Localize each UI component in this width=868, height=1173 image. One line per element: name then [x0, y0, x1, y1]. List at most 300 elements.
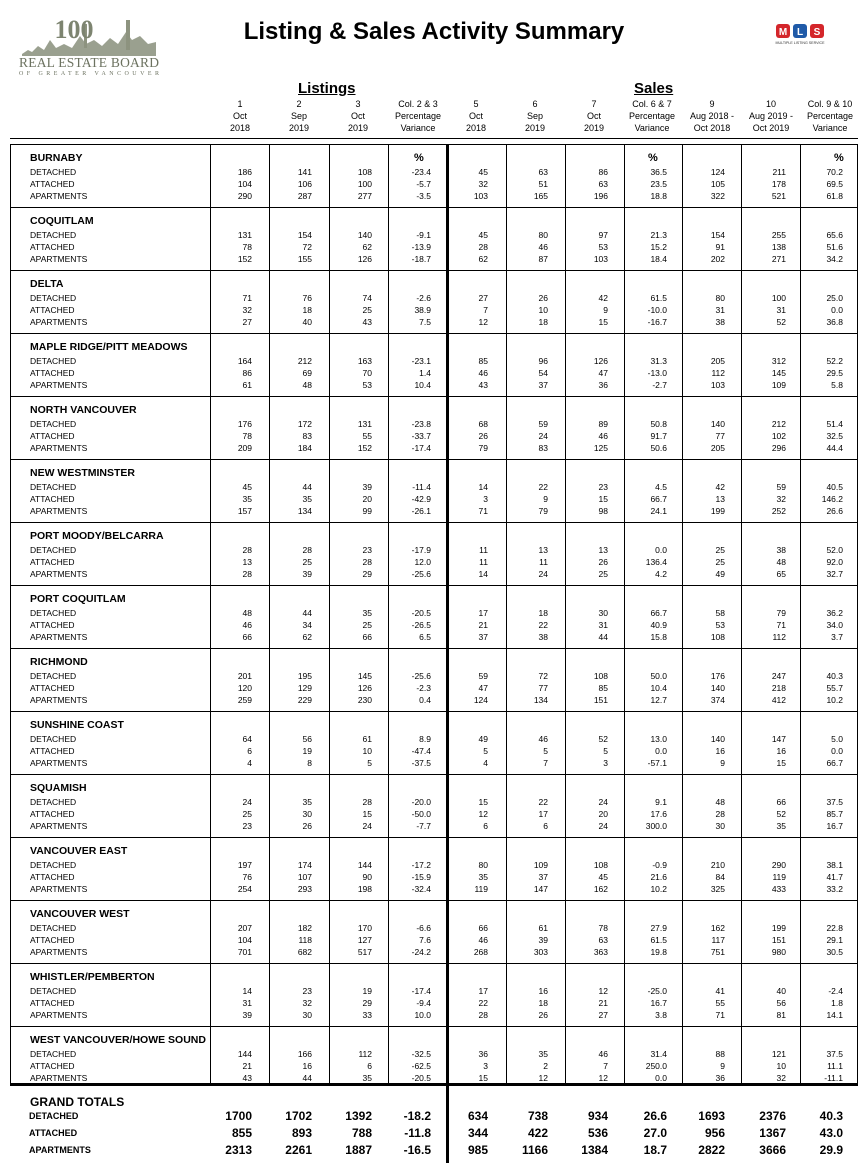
table-cell: -24.2	[411, 947, 431, 957]
table-cell: 39	[242, 1010, 252, 1020]
table-cell: 296	[771, 443, 786, 453]
region-name: RICHMOND	[30, 656, 88, 668]
table-cell: 23	[362, 545, 372, 555]
table-cell: 102	[771, 431, 786, 441]
table-cell: 701	[237, 947, 252, 957]
header-line: 2019	[524, 122, 546, 133]
table-cell: 146.2	[821, 494, 843, 504]
table-cell: 32	[776, 1073, 786, 1083]
table-cell: 5	[483, 746, 488, 756]
table-cell: -11.4	[412, 482, 431, 492]
table-cell: 129	[297, 683, 312, 693]
table-cell: 13	[538, 545, 548, 555]
table-cell: 6.5	[419, 632, 431, 642]
table-cell: 69	[302, 368, 312, 378]
table-cell: 26	[538, 293, 548, 303]
table-cell: -23.4	[411, 167, 431, 177]
table-cell: 22	[478, 998, 488, 1008]
table-cell: 37	[538, 872, 548, 882]
table-cell: 119	[772, 872, 786, 882]
table-cell: -11.1	[824, 1073, 843, 1083]
table-cell: 230	[357, 695, 372, 705]
row-label: ATTACHED	[30, 872, 75, 882]
table-cell: 28	[478, 242, 488, 252]
table-cell: 81	[776, 1010, 786, 1020]
totals-cell: 1166	[521, 1143, 548, 1157]
table-cell: 72	[538, 671, 548, 681]
table-cell: 196	[593, 191, 608, 201]
table-cell: 48	[302, 380, 312, 390]
table-cell: 322	[710, 191, 725, 201]
table-cell: 212	[297, 356, 312, 366]
table-cell: 28	[242, 569, 252, 579]
table-cell: 31	[715, 305, 725, 315]
logo-number: 100	[54, 15, 94, 44]
table-cell: 32	[302, 998, 312, 1008]
table-cell: -50.0	[411, 809, 431, 819]
row-label: ATTACHED	[30, 809, 75, 819]
table-cell: 28	[715, 809, 725, 819]
table-cell: 521	[771, 191, 786, 201]
table-cell: 3	[483, 1061, 488, 1071]
table-cell: 100	[357, 179, 372, 189]
table-cell: 37.5	[826, 1049, 843, 1059]
totals-cell: 1887	[345, 1143, 372, 1157]
table-cell: 83	[538, 443, 548, 453]
table-cell: 126	[357, 254, 372, 264]
table-cell: 74	[362, 293, 372, 303]
sales-group-heading: Sales	[634, 80, 674, 97]
table-cell: 43	[242, 1073, 252, 1083]
percent-symbol: %	[648, 152, 658, 164]
totals-cell: 1693	[698, 1109, 725, 1123]
table-cell: 300.0	[645, 821, 667, 831]
table-cell: 4.2	[655, 569, 667, 579]
table-cell: -13.9	[411, 242, 431, 252]
table-cell: 18	[538, 608, 548, 618]
table-cell: 46	[478, 935, 488, 945]
row-label: ATTACHED	[30, 683, 75, 693]
table-cell: 38	[776, 545, 786, 555]
table-cell: 252	[771, 506, 786, 516]
table-cell: 61.5	[650, 935, 667, 945]
table-cell: 70	[362, 368, 372, 378]
table-cell: 45	[598, 872, 608, 882]
totals-cell: 2313	[225, 1143, 252, 1157]
table-cell: 166	[297, 1049, 312, 1059]
region-separator	[10, 963, 858, 964]
table-cell: -25.0	[647, 986, 667, 996]
table-cell: 7.5	[419, 317, 431, 327]
table-cell: 26	[538, 1010, 548, 1020]
table-cell: 34	[302, 620, 312, 630]
table-cell: 47	[478, 683, 488, 693]
table-cell: 19	[302, 746, 312, 756]
table-cell: 176	[237, 419, 252, 429]
region-separator	[10, 396, 858, 397]
table-cell: -3.5	[416, 191, 431, 201]
totals-cell: -11.8	[404, 1126, 431, 1140]
table-cell: 63	[538, 167, 548, 177]
table-cell: -17.2	[411, 860, 431, 870]
header-line: Oct 2019	[752, 122, 790, 133]
table-cell: 152	[237, 254, 252, 264]
table-cell: 78	[242, 431, 252, 441]
table-cell: 134	[297, 506, 312, 516]
region-name: WEST VANCOUVER/HOWE SOUND	[30, 1034, 206, 1046]
table-cell: 25	[362, 620, 372, 630]
table-cell: 182	[297, 923, 312, 933]
table-cell: 25.0	[826, 293, 843, 303]
table-cell: 61	[538, 923, 548, 933]
table-cell: 55	[715, 998, 725, 1008]
table-cell: 44	[302, 1073, 312, 1083]
table-cell: 38.1	[826, 860, 843, 870]
table-cell: 157	[237, 506, 252, 516]
header-line: Oct	[350, 110, 365, 121]
table-cell: 325	[710, 884, 725, 894]
table-cell: 164	[237, 356, 252, 366]
table-cell: 24	[538, 431, 548, 441]
table-cell: 7	[543, 758, 548, 768]
table-cell: 109	[533, 860, 548, 870]
table-cell: 28	[362, 797, 372, 807]
table-cell: -25.6	[411, 671, 431, 681]
table-cell: 23.5	[650, 179, 667, 189]
table-cell: 25	[715, 545, 725, 555]
table-cell: 195	[297, 671, 312, 681]
table-cell: 141	[297, 167, 312, 177]
row-label: ATTACHED	[30, 305, 75, 315]
table-cell: 66	[776, 797, 786, 807]
table-cell: -26.1	[411, 506, 431, 516]
table-cell: 27.9	[650, 923, 667, 933]
table-cell: 85	[478, 356, 488, 366]
table-cell: 30	[302, 809, 312, 819]
table-cell: 25	[242, 809, 252, 819]
table-cell: 176	[710, 671, 725, 681]
table-cell: 35	[302, 494, 312, 504]
region-name: MAPLE RIDGE/PITT MEADOWS	[30, 341, 188, 353]
table-cell: 18	[538, 998, 548, 1008]
table-cell: 151	[593, 695, 608, 705]
row-label: DETACHED	[30, 293, 77, 303]
table-cell: 85.7	[826, 809, 843, 819]
logo-subtitle: OF GREATER VANCOUVER	[19, 71, 160, 76]
table-cell: 61	[242, 380, 252, 390]
table-cell: 290	[237, 191, 252, 201]
table-cell: 3.8	[655, 1010, 667, 1020]
table-cell: 66.7	[650, 608, 667, 618]
table-cell: 144	[237, 1049, 252, 1059]
table-cell: 15.2	[650, 242, 667, 252]
table-cell: 71	[715, 1010, 725, 1020]
table-cell: 10.2	[650, 884, 667, 894]
table-cell: 23	[598, 482, 608, 492]
table-cell: -2.3	[416, 683, 431, 693]
table-cell: 12	[598, 986, 608, 996]
table-cell: 23	[242, 821, 252, 831]
header-line: Percentage	[628, 110, 676, 121]
table-cell: 30	[598, 608, 608, 618]
table-cell: 16.7	[650, 998, 667, 1008]
percent-symbol: %	[414, 152, 424, 164]
header-line: Oct 2018	[693, 122, 731, 133]
table-cell: 35	[478, 872, 488, 882]
table-cell: 71	[776, 620, 786, 630]
row-label: ATTACHED	[30, 557, 75, 567]
table-cell: 9	[720, 1061, 725, 1071]
table-cell: 25	[362, 305, 372, 315]
table-cell: 80	[538, 230, 548, 240]
table-cell: -47.4	[411, 746, 431, 756]
table-cell: 69.5	[826, 179, 843, 189]
header-line: 7	[591, 99, 597, 109]
region-name: NEW WESTMINSTER	[30, 467, 135, 479]
table-cell: 37.5	[826, 797, 843, 807]
table-cell: 108	[593, 671, 608, 681]
table-cell: 218	[771, 683, 786, 693]
table-cell: 40.5	[826, 482, 843, 492]
table-cell: 88	[715, 1049, 725, 1059]
table-cell: 751	[710, 947, 725, 957]
table-cell: 37	[478, 632, 488, 642]
table-cell: 16	[715, 746, 725, 756]
table-cell: -42.9	[411, 494, 431, 504]
table-cell: 36.5	[650, 167, 667, 177]
table-cell: 22	[538, 620, 548, 630]
table-cell: 10	[538, 305, 548, 315]
table-cell: 63	[598, 935, 608, 945]
grand-totals-label: GRAND TOTALS	[30, 1095, 125, 1109]
totals-row-label: DETACHED	[29, 1111, 79, 1121]
table-cell: 44	[302, 608, 312, 618]
table-cell: 104	[237, 179, 252, 189]
table-cell: -17.4	[411, 443, 431, 453]
region-separator	[10, 270, 858, 271]
table-cell: 112	[772, 632, 786, 642]
table-cell: 13	[715, 494, 725, 504]
table-cell: 7	[603, 1061, 608, 1071]
region-name: VANCOUVER WEST	[30, 908, 130, 920]
table-cell: 254	[237, 884, 252, 894]
table-cell: 154	[710, 230, 725, 240]
row-label: ATTACHED	[30, 620, 75, 630]
table-cell: 0.0	[831, 305, 843, 315]
table-cell: 48	[776, 557, 786, 567]
table-cell: 51	[538, 179, 548, 189]
table-cell: 7.6	[419, 935, 431, 945]
table-cell: -18.7	[411, 254, 431, 264]
table-cell: 42	[715, 482, 725, 492]
grand-totals-rule	[10, 1083, 858, 1086]
table-cell: 43	[478, 380, 488, 390]
table-cell: 6	[543, 821, 548, 831]
table-cell: 162	[593, 884, 608, 894]
table-cell: 78	[242, 242, 252, 252]
row-label: DETACHED	[30, 923, 77, 933]
totals-cell: 2822	[698, 1143, 725, 1157]
table-cell: 26	[598, 557, 608, 567]
row-label: DETACHED	[30, 356, 77, 366]
table-cell: 17	[478, 986, 488, 996]
table-cell: 124	[473, 695, 488, 705]
table-cell: 433	[771, 884, 786, 894]
table-cell: 4.5	[655, 482, 667, 492]
table-cell: 980	[771, 947, 786, 957]
table-cell: 197	[237, 860, 252, 870]
table-cell: 0.0	[831, 746, 843, 756]
table-cell: 61.8	[826, 191, 843, 201]
table-cell: 44	[598, 632, 608, 642]
table-cell: 11	[479, 557, 488, 567]
table-cell: 47	[598, 368, 608, 378]
table-cell: 21	[478, 620, 488, 630]
table-cell: -32.5	[411, 1049, 431, 1059]
mls-letter-m: M	[778, 27, 788, 38]
table-cell: 121	[771, 1049, 786, 1059]
table-cell: 19	[362, 986, 372, 996]
table-cell: 131	[237, 230, 252, 240]
table-cell: 59	[776, 482, 786, 492]
totals-cell: 1367	[759, 1126, 786, 1140]
table-cell: 77	[715, 431, 725, 441]
row-label: ATTACHED	[30, 746, 75, 756]
table-cell: -32.4	[411, 884, 431, 894]
header-line: 2019	[347, 122, 369, 133]
table-cell: 25	[598, 569, 608, 579]
table-cell: 99	[362, 506, 372, 516]
table-cell: 30	[302, 1010, 312, 1020]
table-cell: 44	[302, 482, 312, 492]
table-cell: 255	[771, 230, 786, 240]
table-cell: 80	[715, 293, 725, 303]
table-cell: 40	[776, 986, 786, 996]
table-cell: 62	[302, 632, 312, 642]
table-cell: 3.7	[831, 632, 843, 642]
row-label: ATTACHED	[30, 998, 75, 1008]
table-cell: 174	[297, 860, 312, 870]
table-cell: 205	[710, 356, 725, 366]
region-name: NORTH VANCOUVER	[30, 404, 137, 416]
header-line: Aug 2019 -	[748, 110, 794, 121]
row-label: APARTMENTS	[30, 443, 88, 453]
row-label: ATTACHED	[30, 1061, 75, 1071]
page-title: Listing & Sales Activity Summary	[243, 18, 625, 45]
table-cell: 35	[242, 494, 252, 504]
table-cell: 63	[598, 179, 608, 189]
table-cell: 59	[478, 671, 488, 681]
table-cell: 109	[771, 380, 786, 390]
table-cell: 35	[362, 1073, 372, 1083]
table-cell: -10.0	[647, 305, 667, 315]
row-label: APARTMENTS	[30, 1010, 88, 1020]
table-cell: 1.4	[419, 368, 431, 378]
region-name: COQUITLAM	[30, 215, 94, 227]
row-label: DETACHED	[30, 797, 77, 807]
table-cell: 4	[247, 758, 252, 768]
table-cell: -9.1	[416, 230, 431, 240]
table-cell: 25	[715, 557, 725, 567]
table-cell: 66	[478, 923, 488, 933]
table-cell: 70.2	[826, 167, 843, 177]
table-cell: 35	[362, 608, 372, 618]
row-label: APARTMENTS	[30, 506, 88, 516]
totals-row-label: ATTACHED	[29, 1128, 78, 1138]
percent-symbol: %	[834, 152, 844, 164]
table-cell: 61	[362, 734, 372, 744]
row-label: DETACHED	[30, 986, 77, 996]
table-cell: 24	[362, 821, 372, 831]
table-cell: 106	[297, 179, 312, 189]
header-line: Col. 6 & 7	[632, 99, 672, 109]
table-cell: 56	[302, 734, 312, 744]
table-cell: 163	[357, 356, 372, 366]
table-cell: 27	[598, 1010, 608, 1020]
row-label: DETACHED	[30, 860, 77, 870]
totals-cell: 934	[587, 1109, 608, 1123]
table-cell: 58	[715, 608, 725, 618]
table-cell: 76	[302, 293, 312, 303]
table-cell: 374	[710, 695, 725, 705]
region-name: BURNABY	[30, 152, 83, 164]
header-rule	[10, 138, 858, 139]
table-cell: 140	[357, 230, 372, 240]
table-cell: 91.7	[650, 431, 667, 441]
row-label: DETACHED	[30, 482, 77, 492]
table-cell: 9.1	[655, 797, 667, 807]
header-line: 10	[765, 99, 776, 109]
table-cell: 34.2	[826, 254, 843, 264]
table-cell: 152	[357, 443, 372, 453]
totals-cell: 788	[351, 1126, 372, 1140]
table-cell: 86	[598, 167, 608, 177]
table-cell: 12.0	[414, 557, 431, 567]
row-label: DETACHED	[30, 167, 77, 177]
table-cell: 140	[710, 683, 725, 693]
table-cell: 66	[362, 632, 372, 642]
listings-group-heading: Listings	[298, 80, 356, 97]
row-label: APARTMENTS	[30, 191, 88, 201]
table-cell: 145	[357, 671, 372, 681]
table-cell: 35	[776, 821, 786, 831]
totals-cell: 344	[467, 1126, 488, 1140]
header-line: 2018	[229, 122, 251, 133]
row-label: ATTACHED	[30, 431, 75, 441]
table-cell: 103	[710, 380, 725, 390]
table-cell: 13	[598, 545, 608, 555]
table-cell: 11.1	[827, 1061, 843, 1071]
table-cell: 46	[538, 242, 548, 252]
table-cell: 184	[297, 443, 312, 453]
table-cell: 49	[478, 734, 488, 744]
table-cell: -33.7	[411, 431, 431, 441]
table-cell: 108	[357, 167, 372, 177]
table-cell: 46	[598, 431, 608, 441]
mls-letter-s: S	[813, 27, 821, 38]
table-cell: 24	[598, 821, 608, 831]
table-cell: 44.4	[826, 443, 843, 453]
row-label: APARTMENTS	[30, 884, 88, 894]
table-cell: 105	[710, 179, 725, 189]
header-line: 5	[473, 99, 479, 109]
table-cell: 2	[543, 1061, 548, 1071]
table-cell: 29	[362, 569, 372, 579]
totals-cell: 3666	[759, 1143, 786, 1157]
table-cell: 27	[478, 293, 488, 303]
table-cell: 198	[357, 884, 372, 894]
row-label: ATTACHED	[30, 368, 75, 378]
